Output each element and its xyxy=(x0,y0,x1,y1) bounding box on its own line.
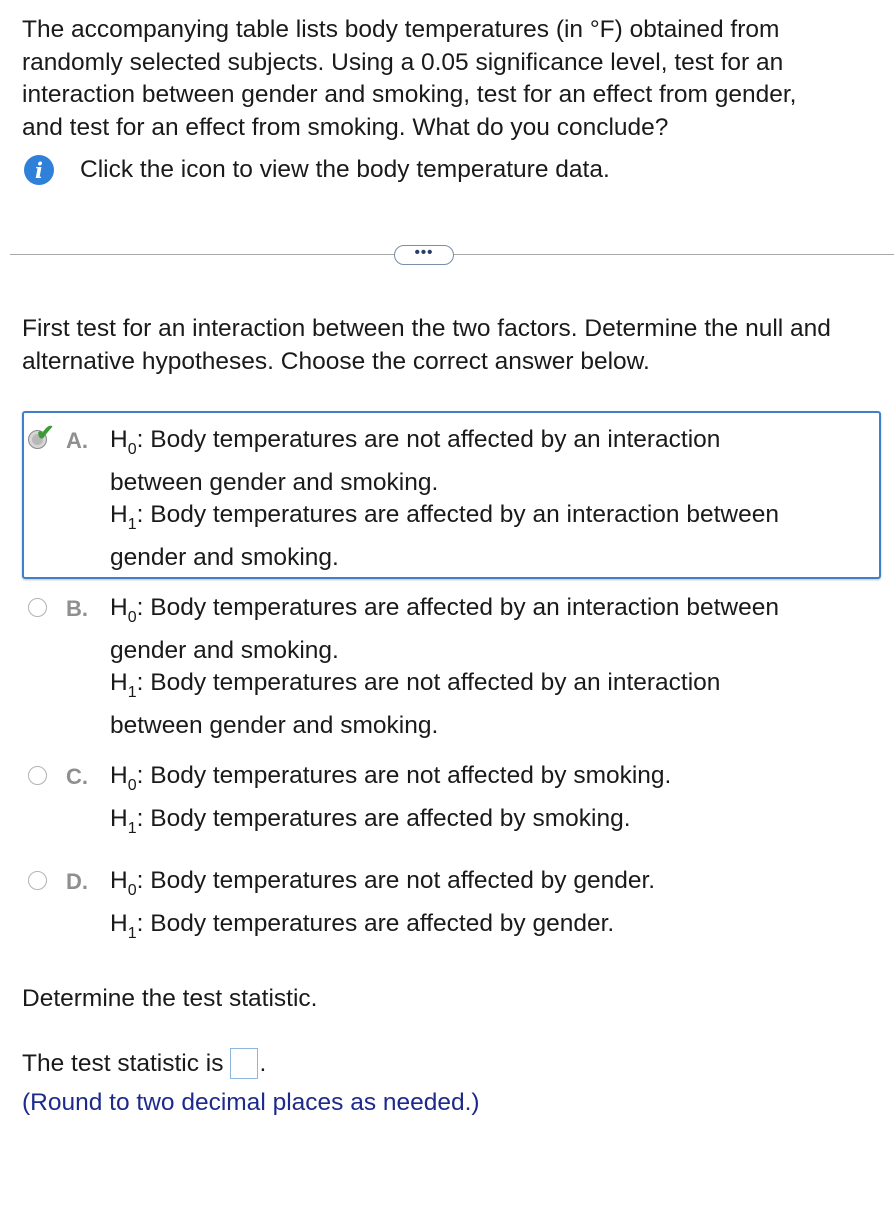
option-d[interactable] xyxy=(0,859,896,949)
view-data-label[interactable]: Click the icon to view the body temperature data. xyxy=(80,156,610,183)
radio-d[interactable] xyxy=(28,871,47,890)
h1-line: $H_1$: Body temperatures are affected by gender. xyxy=(110,910,615,942)
check-icon: ✔ xyxy=(36,420,55,445)
test-statistic-input[interactable] xyxy=(230,1048,258,1079)
question-prompt xyxy=(22,313,890,378)
radio-c[interactable] xyxy=(28,766,47,785)
h0-line-2: gender and smoking. xyxy=(110,637,339,664)
prompt-line: alternative hypotheses. Choose the correct answer below. xyxy=(22,347,650,375)
rounding-note: (Round to two decimal places as needed.) xyxy=(22,1089,480,1116)
statistic-prefix: The test statistic is xyxy=(22,1049,224,1077)
expand-button[interactable]: ••• xyxy=(394,245,454,265)
view-data-link[interactable] xyxy=(22,155,610,185)
h1-line: $H_1$: Body temperatures are not affected by an interaction xyxy=(110,669,721,701)
option-letter: B. xyxy=(66,596,88,621)
h0-line: $H_0$: Body temperatures are not affected by gender. xyxy=(110,867,656,899)
question-text xyxy=(22,14,882,144)
statistic-row xyxy=(22,1048,266,1079)
h1-line-2: between gender and smoking. xyxy=(110,712,439,739)
h0-line: $H_0$: Body temperatures are not affected by smoking. xyxy=(110,762,672,794)
option-c[interactable] xyxy=(0,754,896,844)
question-line: randomly selected subjects. Using a 0.05 significance level, test for an xyxy=(22,48,784,76)
h0-line: $H_0$: Body temperatures are not affected by an interaction xyxy=(110,426,721,458)
option-b[interactable] xyxy=(0,586,896,746)
info-icon[interactable]: i xyxy=(24,155,54,185)
question-line: interaction between gender and smoking, test for an effect from gender, xyxy=(22,81,797,108)
radio-b[interactable] xyxy=(28,598,47,617)
h1-line: $H_1$: Body temperatures are affected by smoking. xyxy=(110,805,631,837)
statistic-suffix: . xyxy=(259,1049,267,1077)
option-letter: D. xyxy=(66,869,88,894)
h1-line-2: gender and smoking. xyxy=(110,544,339,571)
h0-line-2: between gender and smoking. xyxy=(110,469,439,496)
option-letter: A. xyxy=(66,428,88,453)
question-line: and test for an effect from smoking. What do you conclude? xyxy=(22,113,669,141)
option-a[interactable] xyxy=(0,418,896,578)
h0-line: $H_0$: Body temperatures are affected by an interaction between xyxy=(110,594,779,626)
question-line: The accompanying table lists body temperatures (in °F) obtained from xyxy=(22,16,780,43)
determine-heading: Determine the test statistic. xyxy=(22,985,318,1012)
option-letter: C. xyxy=(66,764,88,789)
prompt-line: First test for an interaction between the two factors. Determine the null and xyxy=(22,315,831,342)
h1-line: $H_1$: Body temperatures are affected by an interaction between xyxy=(110,501,779,533)
